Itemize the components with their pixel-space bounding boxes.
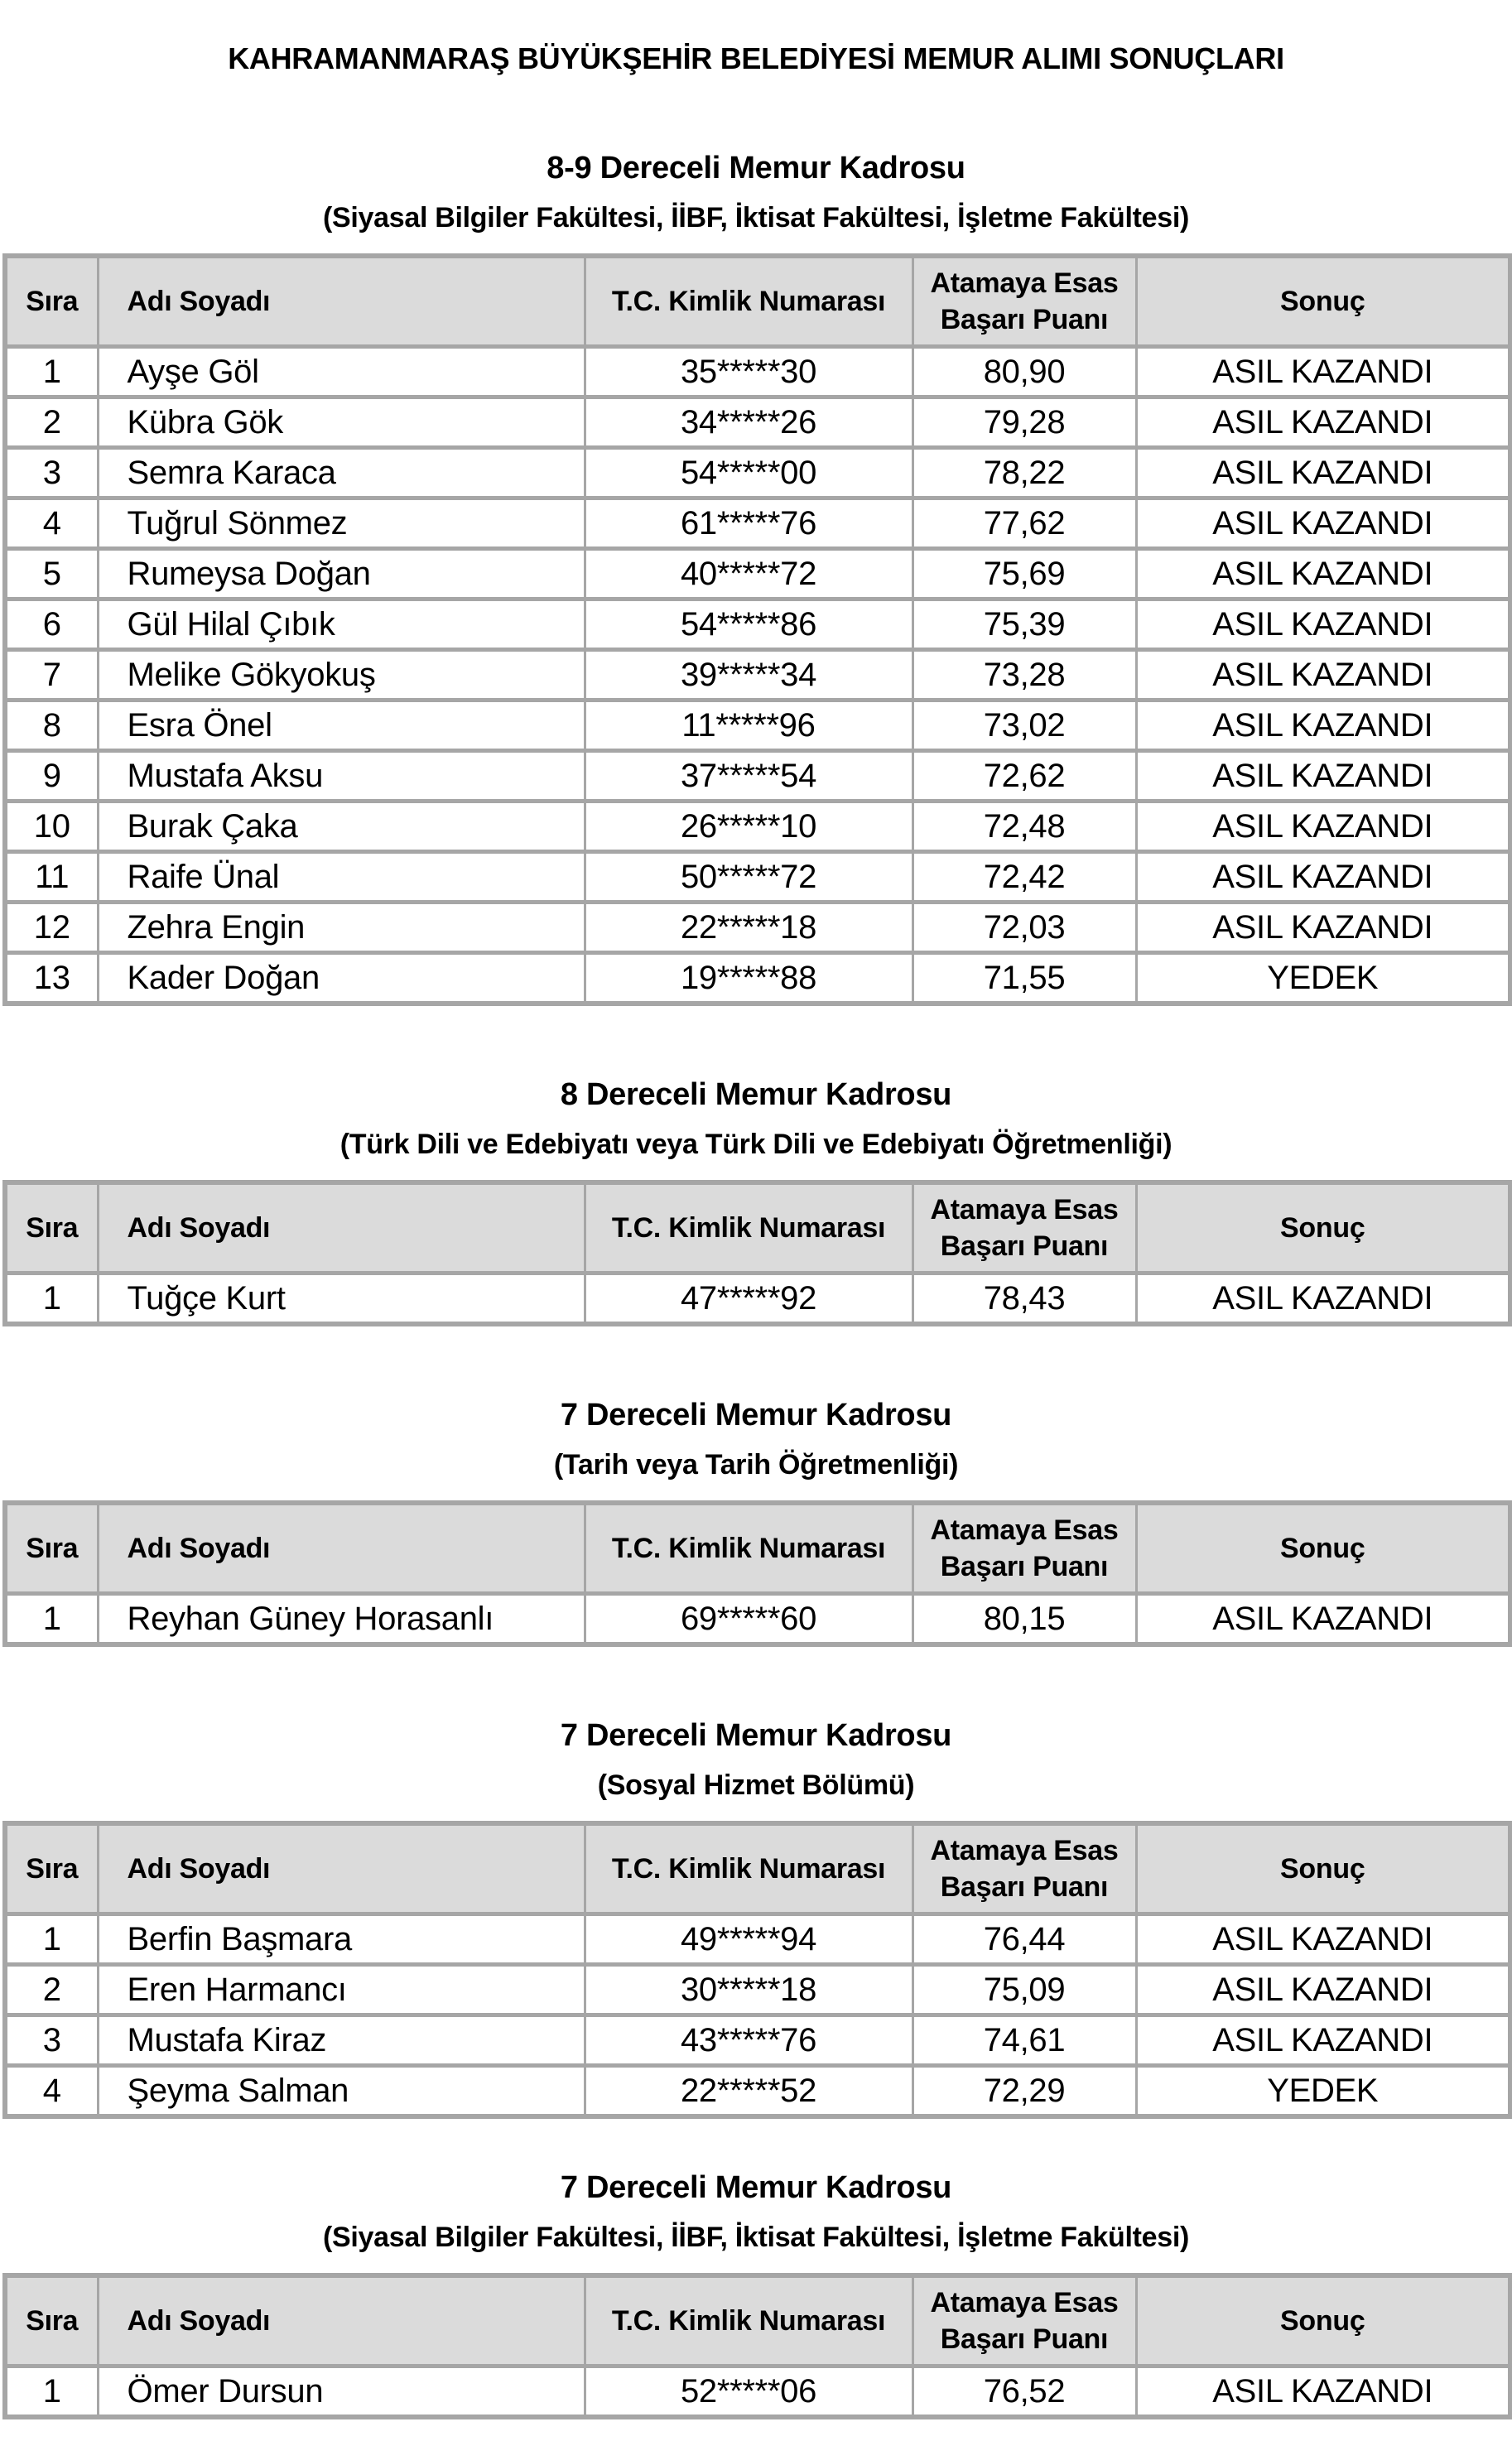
cell-sonuc: ASIL KAZANDI [1136,599,1510,650]
column-header-adi-soyadi: Adı Soyadı [98,1823,585,1914]
section-heading: 8-9 Dereceli Memur Kadrosu [547,151,965,185]
cell-puan: 80,15 [912,1594,1136,1645]
cell-adi-soyadi: Tuğçe Kurt [98,1273,585,1325]
cell-tc-kimlik: 26*****10 [585,802,912,852]
cell-sira: 6 [5,599,98,650]
cell-adi-soyadi: Kübra Gök [98,397,585,448]
header-row [5,1503,1510,1594]
table-row [5,1914,1510,1965]
table-body [5,1594,1510,1645]
cell-tc-kimlik: 39*****34 [585,650,912,701]
cell-tc-kimlik: 49*****94 [585,1914,912,1965]
cell-adi-soyadi: Kader Doğan [98,953,585,1004]
column-header-tc-kimlik: T.C. Kimlik Numarası [585,256,912,347]
cell-sira: 9 [5,751,98,802]
cell-sonuc: ASIL KAZANDI [1136,347,1510,397]
cell-puan: 76,44 [912,1914,1136,1965]
cell-sira: 11 [5,852,98,903]
table-row [5,650,1510,701]
cell-puan: 75,39 [912,599,1136,650]
cell-tc-kimlik: 11*****96 [585,701,912,751]
cell-sira: 4 [5,498,98,549]
cell-sonuc: ASIL KAZANDI [1136,397,1510,448]
column-header-sira: Sıra [5,1503,98,1594]
table-body [5,347,1510,1004]
cell-adi-soyadi: Rumeysa Doğan [98,549,585,599]
cell-puan: 72,29 [912,2066,1136,2117]
table-row [5,1273,1510,1325]
column-header-sira: Sıra [5,2275,98,2366]
cell-sira: 4 [5,2066,98,2117]
cell-adi-soyadi: Berfin Başmara [98,1914,585,1965]
cell-puan: 80,90 [912,347,1136,397]
column-header-tc-kimlik: T.C. Kimlik Numarası [585,1182,912,1273]
cell-adi-soyadi: Burak Çaka [98,802,585,852]
cell-tc-kimlik: 30*****18 [585,1965,912,2015]
section-8-9-dereceli [0,147,1512,1006]
cell-puan: 71,55 [912,953,1136,1004]
column-header-tc-kimlik: T.C. Kimlik Numarası [585,1823,912,1914]
cell-adi-soyadi: Zehra Engin [98,903,585,953]
cell-adi-soyadi: Mustafa Kiraz [98,2015,585,2066]
column-header-tc-kimlik: T.C. Kimlik Numarası [585,2275,912,2366]
column-header-adi-soyadi: Adı Soyadı [98,1182,585,1273]
section-heading: 8 Dereceli Memur Kadrosu [560,1077,952,1112]
column-header-puan: Atamaya Esas Başarı Puanı [912,2275,1136,2366]
column-header-adi-soyadi: Adı Soyadı [98,1503,585,1594]
cell-sonuc: ASIL KAZANDI [1136,701,1510,751]
cell-sira: 3 [5,448,98,498]
cell-sira: 1 [5,1273,98,1325]
section-subheading: (Siyasal Bilgiler Fakültesi, İİBF, İktisat Fakültesi, İşletme Fakültesi) [322,202,1189,234]
cell-puan: 72,03 [912,903,1136,953]
cell-puan: 74,61 [912,2015,1136,2066]
cell-adi-soyadi: Raife Ünal [98,852,585,903]
column-header-tc-kimlik: T.C. Kimlik Numarası [585,1503,912,1594]
table-row [5,448,1510,498]
cell-sonuc: ASIL KAZANDI [1136,2015,1510,2066]
cell-sonuc: ASIL KAZANDI [1136,549,1510,599]
cell-puan: 73,28 [912,650,1136,701]
cell-sira: 5 [5,549,98,599]
cell-sonuc: ASIL KAZANDI [1136,751,1510,802]
results-table-3 [2,1500,1512,1647]
cell-tc-kimlik: 54*****86 [585,599,912,650]
section-7-dereceli-sosyal-hizmet [0,1715,1512,2119]
column-header-adi-soyadi: Adı Soyadı [98,256,585,347]
column-header-sonuc: Sonuç [1136,256,1510,347]
column-header-sonuc: Sonuç [1136,2275,1510,2366]
cell-puan: 72,48 [912,802,1136,852]
section-heading: 7 Dereceli Memur Kadrosu [560,1718,952,1753]
cell-tc-kimlik: 43*****76 [585,2015,912,2066]
table-header [5,256,1510,347]
results-table-4 [2,1821,1512,2119]
cell-sonuc: YEDEK [1136,2066,1510,2117]
cell-sira: 1 [5,1914,98,1965]
section-7-dereceli-tarih [0,1394,1512,1647]
cell-adi-soyadi: Semra Karaca [98,448,585,498]
table-row [5,498,1510,549]
table-row [5,2066,1510,2117]
cell-sonuc: ASIL KAZANDI [1136,852,1510,903]
cell-puan: 78,43 [912,1273,1136,1325]
cell-puan: 75,09 [912,1965,1136,2015]
cell-tc-kimlik: 34*****26 [585,397,912,448]
cell-sonuc: YEDEK [1136,953,1510,1004]
table-row [5,1965,1510,2015]
cell-puan: 72,62 [912,751,1136,802]
cell-adi-soyadi: Reyhan Güney Horasanlı [98,1594,585,1645]
table-row [5,397,1510,448]
column-header-sonuc: Sonuç [1136,1182,1510,1273]
cell-sira: 8 [5,701,98,751]
section-7-dereceli-siyasal [0,2167,1512,2419]
cell-sira: 1 [5,1594,98,1645]
table-header [5,2275,1510,2366]
column-header-adi-soyadi: Adı Soyadı [98,2275,585,2366]
header-row [5,1823,1510,1914]
table-row [5,599,1510,650]
cell-adi-soyadi: Esra Önel [98,701,585,751]
cell-sira: 12 [5,903,98,953]
column-header-puan: Atamaya Esas Başarı Puanı [912,1823,1136,1914]
cell-adi-soyadi: Eren Harmancı [98,1965,585,2015]
table-header [5,1182,1510,1273]
section-heading: 7 Dereceli Memur Kadrosu [560,1398,952,1432]
section-8-dereceli [0,1074,1512,1326]
column-header-sira: Sıra [5,256,98,347]
cell-tc-kimlik: 50*****72 [585,852,912,903]
cell-sonuc: ASIL KAZANDI [1136,1965,1510,2015]
column-header-sonuc: Sonuç [1136,1823,1510,1914]
cell-adi-soyadi: Gül Hilal Çıbık [98,599,585,650]
cell-tc-kimlik: 22*****52 [585,2066,912,2117]
cell-sonuc: ASIL KAZANDI [1136,903,1510,953]
cell-sonuc: ASIL KAZANDI [1136,2366,1510,2418]
cell-puan: 72,42 [912,852,1136,903]
cell-adi-soyadi: Ömer Dursun [98,2366,585,2418]
cell-puan: 76,52 [912,2366,1136,2418]
table-row [5,2015,1510,2066]
column-header-sira: Sıra [5,1182,98,1273]
table-row [5,1594,1510,1645]
cell-sira: 7 [5,650,98,701]
header-row [5,256,1510,347]
cell-adi-soyadi: Mustafa Aksu [98,751,585,802]
cell-tc-kimlik: 47*****92 [585,1273,912,1325]
cell-tc-kimlik: 35*****30 [585,347,912,397]
cell-sonuc: ASIL KAZANDI [1136,802,1510,852]
results-table-1 [2,253,1512,1006]
section-subheading: (Siyasal Bilgiler Fakültesi, İİBF, İktisat Fakültesi, İşletme Fakültesi) [322,2222,1189,2253]
table-header [5,1503,1510,1594]
cell-sonuc: ASIL KAZANDI [1136,1273,1510,1325]
cell-adi-soyadi: Şeyma Salman [98,2066,585,2117]
cell-tc-kimlik: 22*****18 [585,903,912,953]
table-row [5,549,1510,599]
table-row [5,802,1510,852]
column-header-sira: Sıra [5,1823,98,1914]
header-row [5,1182,1510,1273]
table-row [5,751,1510,802]
results-table-5 [2,2273,1512,2419]
table-row [5,347,1510,397]
column-header-puan: Atamaya Esas Başarı Puanı [912,1503,1136,1594]
cell-sonuc: ASIL KAZANDI [1136,1594,1510,1645]
cell-sira: 2 [5,397,98,448]
cell-puan: 75,69 [912,549,1136,599]
cell-sira: 13 [5,953,98,1004]
cell-adi-soyadi: Melike Gökyokuş [98,650,585,701]
page-title: KAHRAMANMARAŞ BÜYÜKŞEHİR BELEDİYESİ MEMUR ALIMI SONUÇLARI [228,41,1284,75]
cell-puan: 78,22 [912,448,1136,498]
cell-sonuc: ASIL KAZANDI [1136,448,1510,498]
header-row [5,2275,1510,2366]
column-header-puan: Atamaya Esas Başarı Puanı [912,256,1136,347]
results-table-2 [2,1180,1512,1326]
table-row [5,2366,1510,2418]
cell-tc-kimlik: 40*****72 [585,549,912,599]
cell-sira: 3 [5,2015,98,2066]
cell-adi-soyadi: Ayşe Göl [98,347,585,397]
cell-sonuc: ASIL KAZANDI [1136,650,1510,701]
cell-puan: 73,02 [912,701,1136,751]
cell-sonuc: ASIL KAZANDI [1136,498,1510,549]
cell-sira: 1 [5,347,98,397]
table-header [5,1823,1510,1914]
cell-sira: 10 [5,802,98,852]
section-subheading: (Tarih veya Tarih Öğretmenliği) [553,1449,959,1480]
column-header-sonuc: Sonuç [1136,1503,1510,1594]
section-subheading: (Sosyal Hizmet Bölümü) [597,1769,915,1801]
table-row [5,852,1510,903]
cell-tc-kimlik: 19*****88 [585,953,912,1004]
cell-sira: 1 [5,2366,98,2418]
cell-tc-kimlik: 54*****00 [585,448,912,498]
cell-tc-kimlik: 52*****06 [585,2366,912,2418]
cell-tc-kimlik: 61*****76 [585,498,912,549]
cell-adi-soyadi: Tuğrul Sönmez [98,498,585,549]
cell-tc-kimlik: 69*****60 [585,1594,912,1645]
table-body [5,1273,1510,1325]
cell-puan: 77,62 [912,498,1136,549]
cell-sira: 2 [5,1965,98,2015]
section-heading: 7 Dereceli Memur Kadrosu [560,2170,952,2205]
table-row [5,903,1510,953]
section-subheading: (Türk Dili ve Edebiyatı veya Türk Dili ve Edebiyatı Öğretmenliği) [339,1129,1173,1160]
table-row [5,953,1510,1004]
table-body [5,1914,1510,2117]
cell-sonuc: ASIL KAZANDI [1136,1914,1510,1965]
column-header-puan: Atamaya Esas Başarı Puanı [912,1182,1136,1273]
cell-puan: 79,28 [912,397,1136,448]
table-body [5,2366,1510,2418]
cell-tc-kimlik: 37*****54 [585,751,912,802]
table-row [5,701,1510,751]
